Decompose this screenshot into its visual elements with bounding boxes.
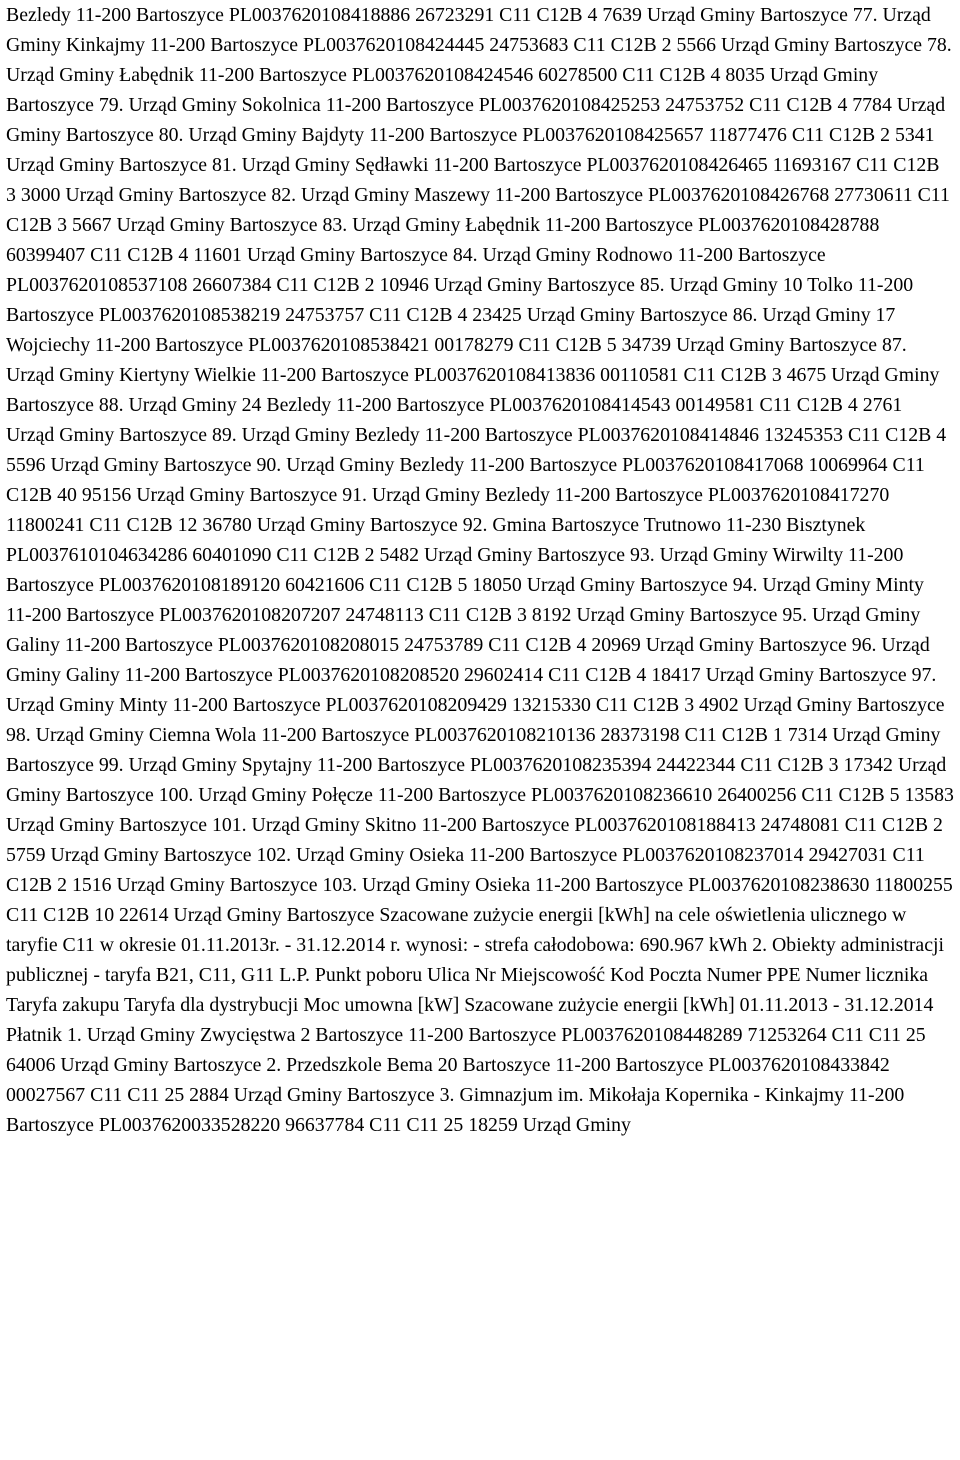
document-body-text: Bezledy 11-200 Bartoszyce PL0037620108418886 26723291 C11 C12B 4 7639 Urząd Gminy Bartoszyce 77. Urząd Gminy Kinkajmy 11-200 Bartoszyce PL0037620108424445 24753683 C11 C12B 2 5566 Urząd Gminy Bartoszyce 78. Urząd Gminy Łabędnik 11-200 Bartoszyce PL0037620108424546 60278500 C11 C12B 4 8035 Urząd Gminy Bartoszyce 79. Urząd Gminy Sokolnica 11-200 Bartoszyce PL0037620108425253 24753752 C11 C12B 4 7784 Urząd Gminy Bartoszyce 80. Urząd Gminy Bajdyty 11-200 Bartoszyce PL0037620108425657 11877476 C11 C12B 2 5341 Urząd Gminy Bartoszyce 81. Urząd Gminy Sędławki 11-200 Bartoszyce PL0037620108426465 11693167 C11 C12B 3 3000 Urząd Gminy Bartoszyce 82. Urząd Gminy Maszewy 11-200 Bartoszyce PL0037620108426768 27730611 C11 C12B 3 5667 Urząd Gminy Bartoszyce 83. Urząd Gminy Łabędnik 11-200 Bartoszyce PL0037620108428788 60399407 C11 C12B 4 11601 Urząd Gminy Bartoszyce 84. Urząd Gminy Rodnowo 11-200 Bartoszyce PL0037620108537108 26607384 C11 C12B 2 10946 Urząd Gminy Bartoszyce 85. Urząd Gminy 10 Tolko 11-200 Bartoszyce PL0037620108538219 24753757 C11 C12B 4 23425 Urząd Gminy Bartoszyce 86. Urząd Gminy 17 Wojciechy 11-200 Bartoszyce PL0037620108538421 00178279 C11 C12B 5 34739 Urząd Gminy Bartoszyce 87. Urząd Gminy Kiertyny Wielkie 11-200 Bartoszyce PL0037620108413836 00110581 C11 C12B 3 4675 Urząd Gminy Bartoszyce 88. Urząd Gminy 24 Bezledy 11-200 Bartoszyce PL0037620108414543 00149581 C11 C12B 4 2761 Urząd Gminy Bartoszyce 89. Urząd Gminy Bezledy 11-200 Bartoszyce PL0037620108414846 13245353 C11 C12B 4 5596 Urząd Gminy Bartoszyce 90. Urząd Gminy Bezledy 11-200 Bartoszyce PL0037620108417068 10069964 C11 C12B 40 95156 Urząd Gminy Bartoszyce 91. Urząd Gminy Bezledy 11-200 Bartoszyce PL0037620108417270 11800241 C11 C12B 12 36780 Urząd Gminy Bartoszyce 92. Gmina Bartoszyce Trutnowo 11-230 Bisztynek PL0037610104634286 60401090 C11 C12B 2 5482 Urząd Gminy Bartoszyce 93. Urząd Gminy Wirwilty 11-200 Bartoszyce PL0037620108189120 60421606 C11 C12B 5 18050 Urząd Gminy Bartoszyce 94. Urząd Gminy Minty 11-200 Bartoszyce PL0037620108207207 24748113 C11 C12B 3 8192 Urząd Gminy Bartoszyce 95. Urząd Gminy Galiny 11-200 Bartoszyce PL0037620108208015 24753789 C11 C12B 4 20969 Urząd Gminy Bartoszyce 96. Urząd Gminy Galiny 11-200 Bartoszyce PL0037620108208520 29602414 C11 C12B 4 18417 Urząd Gminy Bartoszyce 97. Urząd Gminy Minty 11-200 Bartoszyce PL0037620108209429 13215330 C11 C12B 3 4902 Urząd Gminy Bartoszyce 98. Urząd Gminy Ciemna Wola 11-200 Bartoszyce PL0037620108210136 28373198 C11 C12B 1 7314 Urząd Gminy Bartoszyce 99. Urząd Gminy Spytajny 11-200 Bartoszyce PL0037620108235394 24422344 C11 C12B 3 17342 Urząd Gminy Bartoszyce 100. Urząd Gminy Połęcze 11-200 Bartoszyce PL0037620108236610 26400256 C11 C12B 5 13583 Urząd Gminy Bartoszyce 101. Urząd Gminy Skitno 11-200 Bartoszyce PL0037620108188413 24748081 C11 C12B 2 5759 Urząd Gminy Bartoszyce 102. Urząd Gminy Osieka 11-200 Bartoszyce PL0037620108237014 29427031 C11 C12B 2 1516 Urząd Gminy Bartoszyce 103. Urząd Gminy Osieka 11-200 Bartoszyce PL0037620108238630 11800255 C11 C12B 10 22614 Urząd Gminy Bartoszyce Szacowane zużycie energii [kWh] na cele oświetlenia ulicznego w taryfie C11 w okresie 01.11.2013r. - 31.12.2014 r. wynosi: - strefa całodobowa: 690.967 kWh 2. Obiekty administracji publicznej - taryfa B21, C11, G11 L.P. Punkt poboru Ulica Nr Miejscowość Kod Poczta Numer PPE Numer licznika Taryfa zakupu Taryfa dla dystrybucji Moc umowna [kW] Szacowane zużycie energii [kWh] 01.11.2013 - 31.12.2014 Płatnik 1. Urząd Gminy Zwycięstwa 2 Bartoszyce 11-200 Bartoszyce PL0037620108448289 71253264 C11 C11 25 64006 Urząd Gminy Bartoszyce 2. Przedszkole Bema 20 Bartoszyce 11-200 Bartoszyce PL0037620108433842 00027567 C11 C11 25 2884 Urząd Gminy Bartoszyce 3. Gimnazjum im. Mikołaja Kopernika - Kinkajmy 11-200 Bartoszyce PL0037620033528220 96637784 C11 C11 25 18259 Urząd Gminy — [6, 4, 954, 1136]
